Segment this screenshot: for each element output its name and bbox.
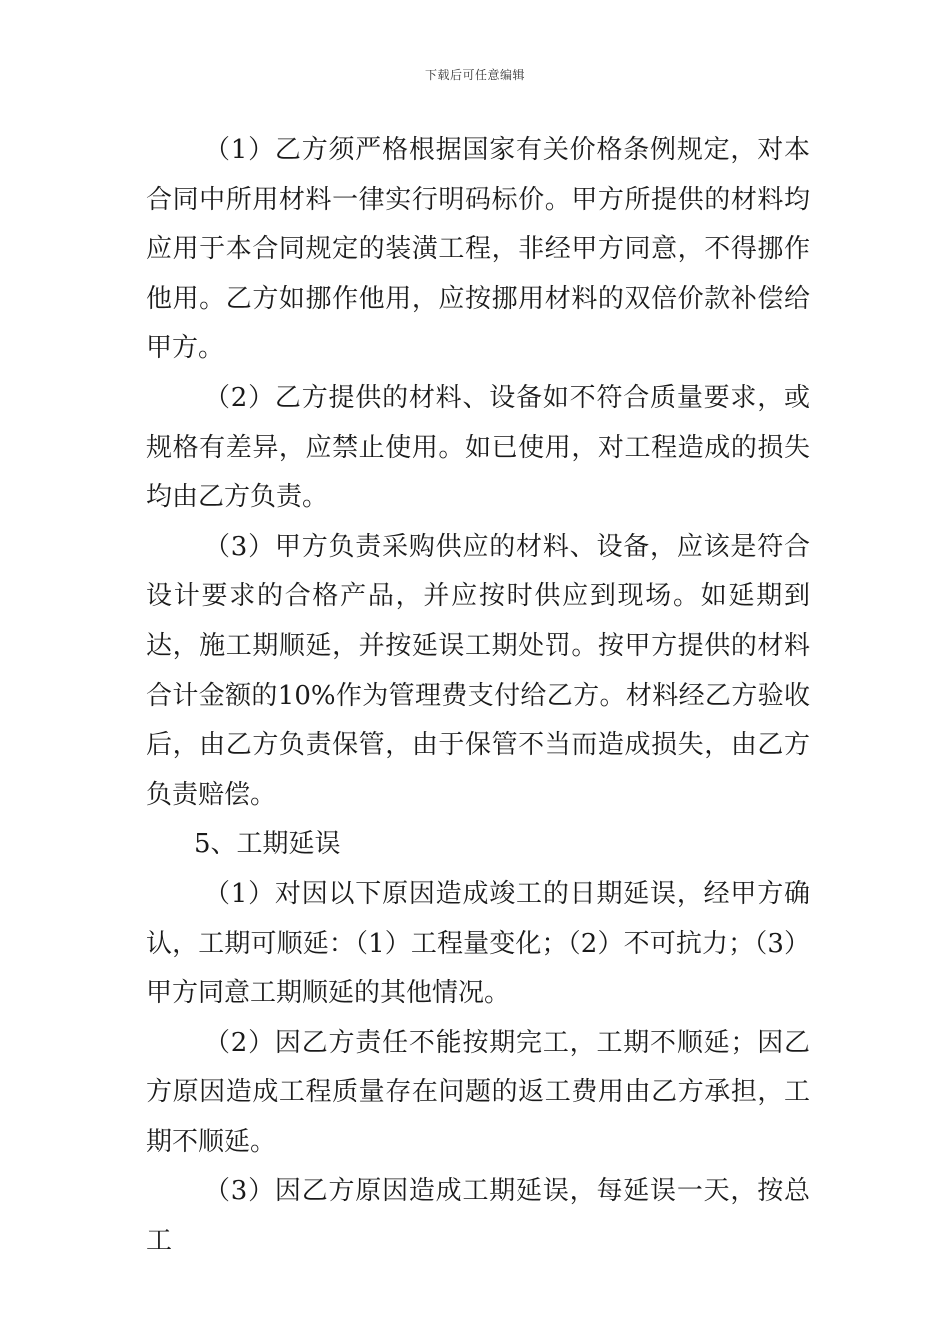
paragraph-delay-causes: （1）对因以下原因造成竣工的日期延误，经甲方确认，工期可顺延：（1）工程量变化；（2）不可抗力；（3）甲方同意工期顺延的其他情况。 <box>146 878 810 1009</box>
section-heading-delay: 5、工期延误 <box>194 829 341 860</box>
paragraph-delay-penalty: （3）因乙方原因造成工期延误，每延误一天，按总工 <box>146 1176 810 1257</box>
paragraph-material-quality: （2）乙方提供的材料、设备如不符合质量要求，或规格有差异，应禁止使用。如已使用，对工程造成的损失均由乙方负责。 <box>146 382 810 513</box>
paragraph-material-pricing: （1）乙方须严格根据国家有关价格条例规定，对本合同中所用材料一律实行明码标价。甲方所提供的材料均应用于本合同规定的装潢工程，非经甲方同意，不得挪作他用。乙方如挪作他用，应按挪用材料的双倍价款补偿给甲方。 <box>146 135 810 364</box>
paragraph-owner-supplied-materials: （3）甲方负责采购供应的材料、设备，应该是符合设计要求的合格产品，并应按时供应到现场。如延期到达，施工期顺延，并按延误工期处罚。按甲方提供的材料合计金额的10%作为管理费支付给乙方。材料经乙方验收后，由乙方负责保管，由于保管不当而造成损失，由乙方负责赔偿。 <box>146 531 810 810</box>
paragraph-contractor-delay: （2）因乙方责任不能按期完工，工期不顺延；因乙方原因造成工程质量存在问题的返工费用由乙方承担，工期不顺延。 <box>146 1027 810 1157</box>
header-note: 下载后可任意编辑 <box>424 68 525 82</box>
document-body <box>146 126 810 1267</box>
